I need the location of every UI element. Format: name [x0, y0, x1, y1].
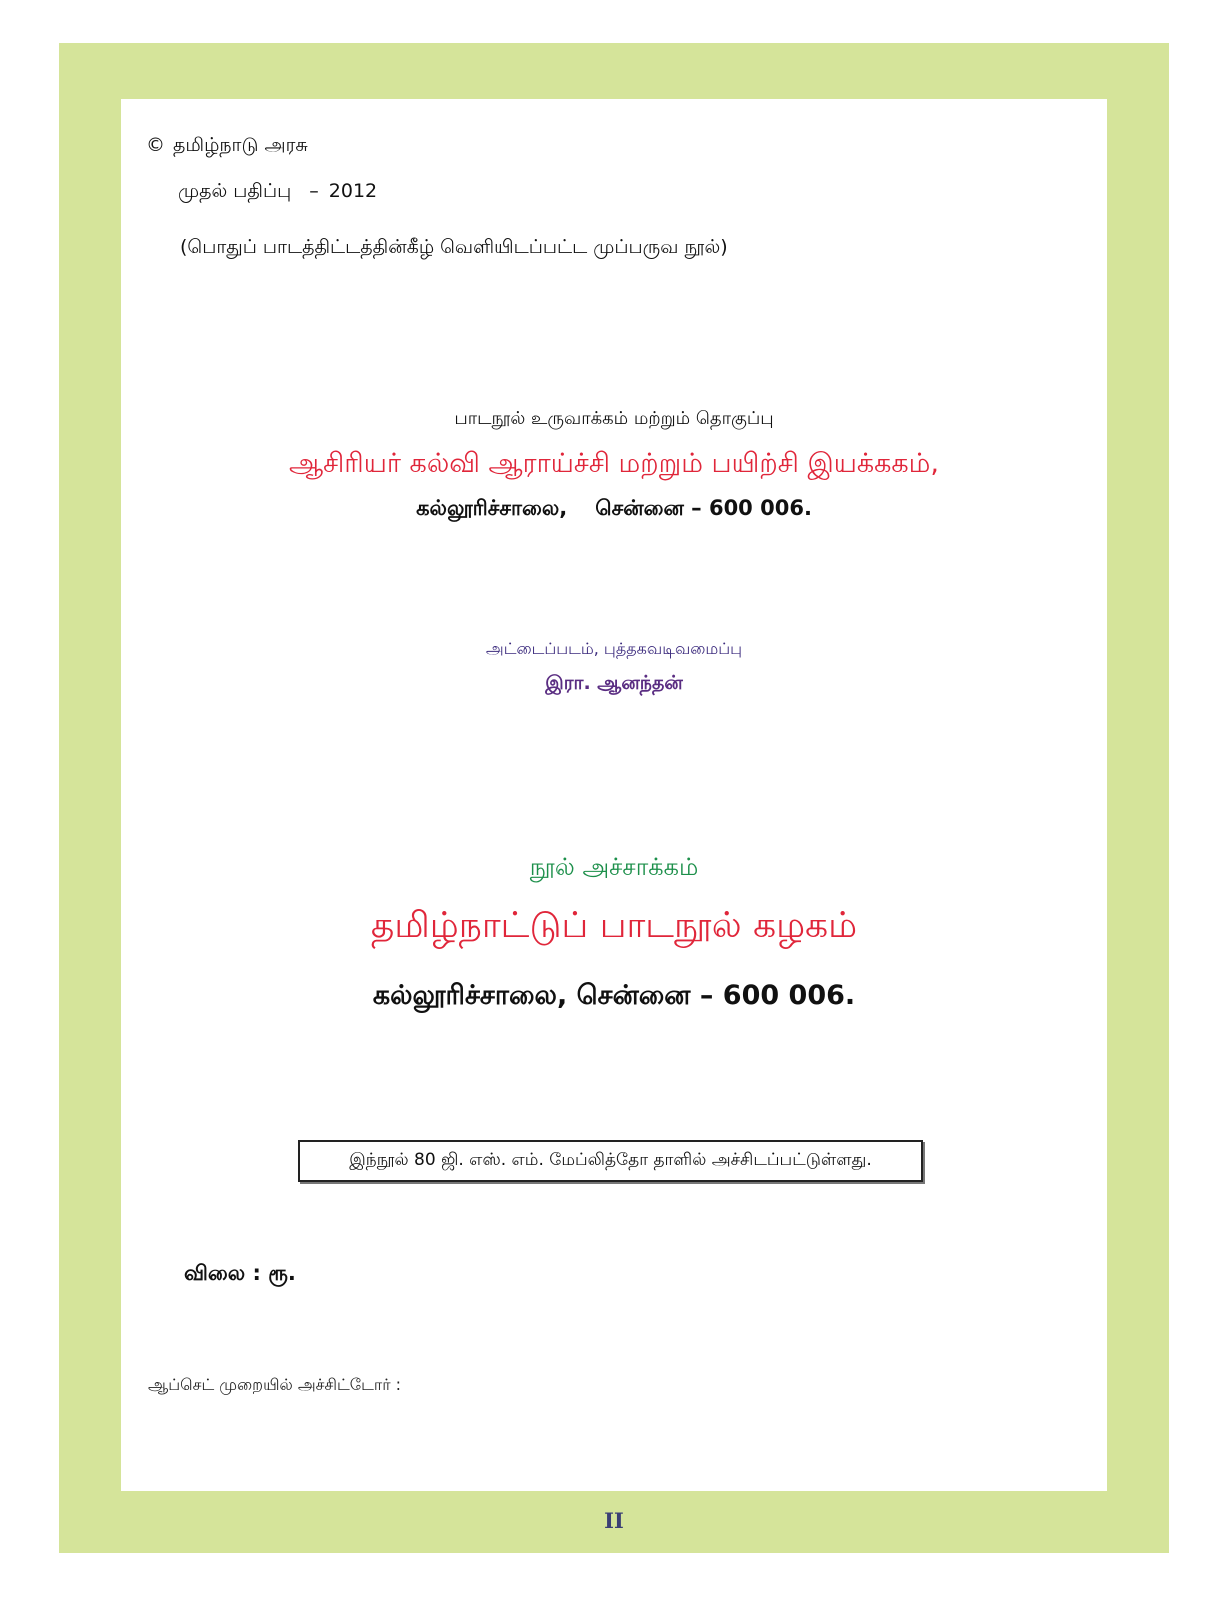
copyright-symbol: © [146, 134, 165, 156]
preparation-address-city: சென்னை – 600 006. [595, 496, 812, 520]
printing-address: கல்லூரிச்சாலை, சென்னை – 600 006. [372, 980, 856, 1011]
edition-label: முதல் பதிப்பு [178, 180, 292, 202]
price-label: விலை : ரூ. [184, 1261, 296, 1285]
preparation-organization: ஆசிரியர் கல்வி ஆராய்ச்சி மற்றும் பயிற்சி இயக்ககம், [288, 448, 939, 479]
preparation-address-area: கல்லூரிச்சாலை, [416, 496, 568, 520]
preparation-label: பாடநூல் உருவாக்கம் மற்றும் தொகுப்பு [454, 408, 774, 429]
printing-label: நூல் அச்சாக்கம் [529, 853, 699, 881]
copyright-line [146, 134, 308, 159]
syllabus-note: (பொதுப் பாடத்திட்டத்தின்கீழ் வெளியிடப்பட்ட முப்பருவ நூல்) [180, 236, 728, 258]
paper-note-box [298, 1140, 923, 1182]
designer-name: இரா. ஆனந்தன் [545, 672, 683, 694]
page-number: II [604, 1508, 624, 1533]
preparation-address [121, 496, 1107, 523]
edition-separator: – [309, 180, 319, 202]
edition-line [178, 180, 377, 205]
edition-year: 2012 [328, 180, 378, 202]
design-label: அட்டைப்படம், புத்தகவடிவமைப்பு [485, 639, 743, 658]
printer-label: ஆப்செட் முறையில் அச்சிட்டோர் : [148, 1375, 402, 1394]
paper-note-text: இந்நூல் 80 ஜி. எஸ். எம். மேப்லித்தோ தாளில் அச்சிடப்பட்டுள்ளது. [349, 1150, 872, 1170]
copyright-holder: தமிழ்நாடு அரசு [173, 134, 308, 156]
printing-organization: தமிழ்நாட்டுப் பாடநூல் கழகம் [370, 905, 858, 946]
